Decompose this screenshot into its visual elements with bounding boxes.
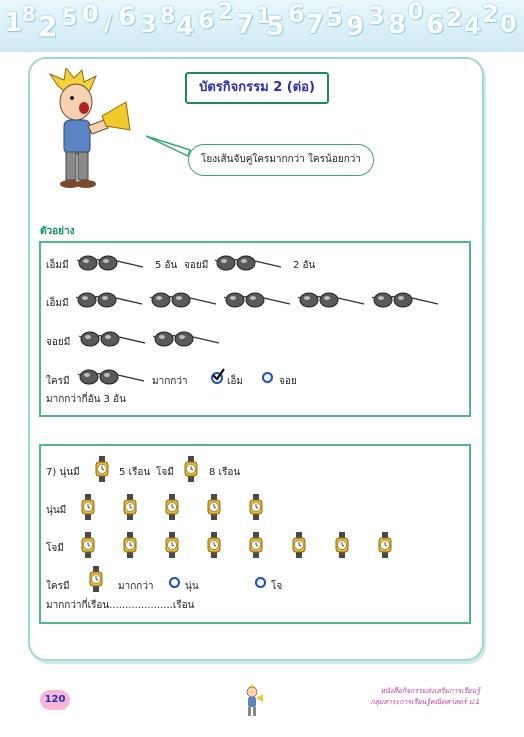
exercise-row1-count-b: 8 เรือน: [209, 467, 241, 478]
wristwatch-icon: [123, 494, 137, 520]
sunglasses-icon: [77, 255, 145, 271]
instruction-bubble: โยงเส้นจับคู่ใครมากกว่า ใครน้อยกว่า: [188, 144, 374, 176]
speech-bubble-tail: [146, 134, 194, 158]
example-row1-count-a: 5 อัน: [155, 260, 178, 271]
wristwatch-icon: [292, 532, 306, 558]
number-banner: 1 8 2 5 0 / 6 3 8 4 6 2 7 1 5 6 7 5 9 3 8 0 6 2 4 2 0: [0, 0, 524, 52]
example-row3-label: จอยมี: [46, 337, 71, 348]
sunglasses-icon: [78, 369, 146, 385]
exercise-option-b-label: โจ: [271, 581, 283, 592]
example-row1-name-b: จอยมี: [184, 260, 209, 271]
exercise-row3-label: โจมี: [46, 543, 64, 554]
wristwatch-icon: [123, 532, 137, 558]
example-row2-label: เอ็มมี: [46, 298, 69, 309]
page-number: 120: [40, 690, 70, 710]
exercise-option-a-label: นุ่น: [185, 581, 199, 592]
exercise-option-b-radio[interactable]: [255, 577, 266, 588]
exercise-question-more: มากกว่า: [118, 581, 154, 592]
example-option-b-label: จอย: [279, 376, 297, 387]
sunglasses-icon: [372, 292, 440, 308]
exercise-answer: มากกว่ากี่เรือน....................เรือน: [46, 600, 195, 611]
small-boy-megaphone-icon: [242, 684, 264, 718]
example-answer: มากกว่ากี่อัน 3 อัน: [46, 394, 127, 405]
wristwatch-icon: [378, 532, 392, 558]
footer-line-1: หนังสือกิจกรรมส่งเสริมการเรียนรู้: [380, 687, 480, 695]
wristwatch-icon: [81, 494, 95, 520]
exercise-row1-prefix: 7) นุ่นมี: [46, 467, 80, 478]
wristwatch-icon: [249, 532, 263, 558]
sunglasses-icon: [79, 331, 147, 347]
example-question-prefix: ใครมี: [46, 376, 70, 387]
boy-megaphone-illustration: [40, 68, 140, 192]
sunglasses-icon: [224, 292, 292, 308]
exercise-row1-name-b: โจมี: [156, 467, 174, 478]
footer-line-2: กลุ่มสาระการเรียนรู้คณิตศาสตร์ ป.1: [370, 698, 480, 706]
exercise-row1-count-a: 5 เรือน: [119, 467, 151, 478]
exercise-question-prefix: ใครมี: [46, 581, 70, 592]
wristwatch-icon: [89, 566, 103, 592]
example-option-b-radio[interactable]: [262, 372, 273, 383]
wristwatch-icon: [335, 532, 349, 558]
sunglasses-icon: [76, 292, 144, 308]
wristwatch-icon: [207, 532, 221, 558]
wristwatch-icon: [207, 494, 221, 520]
wristwatch-icon: [81, 532, 95, 558]
example-option-a-label: เอ็ม: [227, 376, 244, 387]
exercise-option-a-radio[interactable]: [169, 577, 180, 588]
example-label: ตัวอย่าง: [40, 226, 75, 237]
footer-credit: [310, 686, 480, 708]
example-row1-name-a: เอ็มมี: [46, 260, 69, 271]
sunglasses-icon: [215, 255, 283, 271]
example-row1-count-b: 2 อัน: [293, 260, 316, 271]
wristwatch-icon: [249, 494, 263, 520]
exercise-row2-label: นุ่นมี: [46, 505, 67, 516]
check-mark-icon: [211, 368, 225, 382]
sunglasses-icon: [153, 331, 221, 347]
page-title: บัตรกิจกรรม 2 (ต่อ): [185, 72, 329, 104]
example-question-more: มากกว่า: [152, 376, 188, 387]
sunglasses-icon: [150, 292, 218, 308]
wristwatch-icon: [165, 494, 179, 520]
wristwatch-icon: [165, 532, 179, 558]
sunglasses-icon: [298, 292, 366, 308]
wristwatch-icon: [184, 456, 198, 482]
wristwatch-icon: [95, 456, 109, 482]
